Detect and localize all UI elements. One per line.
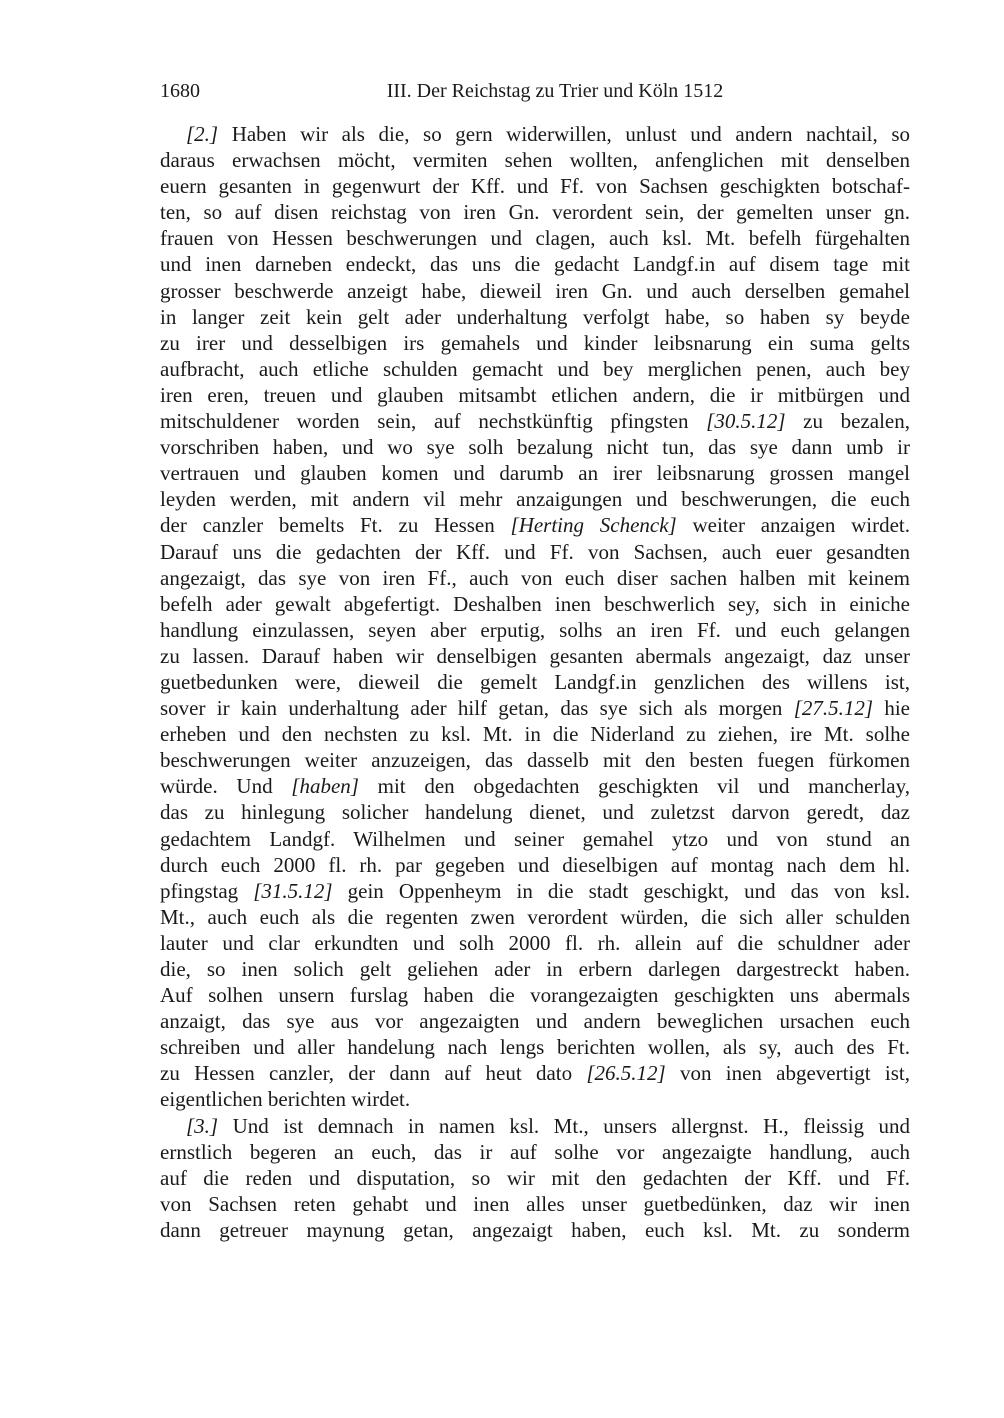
text-segment: zu irer und desselbigen irs gemahels und kinder leibsnarung ein suma gelts xyxy=(160,330,910,355)
text-line xyxy=(160,173,910,199)
text-line xyxy=(160,1139,910,1165)
text-line xyxy=(160,669,910,695)
text-segment: gedachtem Landgf. Wilhelmen und seiner gemahel ytzo und von stund an xyxy=(160,826,910,851)
text-line xyxy=(160,956,910,982)
text-segment: mitschuldener worden sein, auf nechstkünftig pfingsten xyxy=(160,409,707,434)
text-line xyxy=(160,1060,910,1086)
editorial-note: [30.5.12] xyxy=(706,409,786,434)
text-segment: zu Hessen canzler, der dann auf heut dato xyxy=(160,1061,587,1086)
text-segment: hie xyxy=(873,696,910,721)
text-segment: und inen darneben endeckt, das uns die gedacht Landgf.in auf disem tage mit xyxy=(160,252,910,277)
text-line xyxy=(160,1113,910,1139)
text-line xyxy=(160,643,910,669)
text-line xyxy=(160,225,910,251)
text-line xyxy=(160,1034,910,1060)
text-segment: das zu hinlegung solicher handelung dienet, und zuletzst darvon geredt, daz xyxy=(160,800,910,825)
text-segment: auf die reden und disputation, so wir mit den gedachten der Kff. und Ff. xyxy=(160,1165,910,1190)
text-segment: pfingstag xyxy=(160,878,254,903)
text-line xyxy=(160,382,910,408)
text-segment: guetbedunken were, dieweil die gemelt Landgf.in genzlichen des willens ist, xyxy=(160,669,910,694)
text-segment: von inen abgevertigt ist, xyxy=(665,1061,910,1086)
text-line xyxy=(160,304,910,330)
editorial-note: [2.] xyxy=(186,122,219,146)
text-segment: gein Oppenheym in die stadt geschigkt, und das von ksl. xyxy=(332,878,911,903)
running-head xyxy=(160,80,910,108)
text-segment: Auf solhen unsern furslag haben die vorangezaigten geschigkten uns abermals xyxy=(160,983,910,1008)
text-segment: würde. Und xyxy=(160,774,292,799)
text-line xyxy=(160,878,910,904)
text-segment: dann getreuer maynung getan, angezaigt haben, euch ksl. Mt. zu sonderm xyxy=(160,1217,910,1242)
text-segment: euern gesanten in gegenwurt der Kff. und Ff. von Sachsen geschigkten botschaf- xyxy=(160,174,910,199)
text-segment: Und ist demnach in namen ksl. Mt., unsers allergnst. H., fleissig und xyxy=(218,1113,910,1138)
text-line xyxy=(160,251,910,277)
text-line xyxy=(160,356,910,382)
editorial-note: [31.5.12] xyxy=(253,878,333,903)
text-segment: iren eren, treuen und glauben mitsambt etlichen andern, die ir mitbürgen und xyxy=(160,382,910,407)
text-line xyxy=(160,721,910,747)
text-segment: anzaigt, das sye aus vor angezaigten und andern beweglichen ursachen euch xyxy=(160,1009,910,1034)
text-segment: eigentlichen berichten wirdet. xyxy=(160,1087,411,1112)
text-line xyxy=(160,1191,910,1217)
text-segment: erheben und den nechsten zu ksl. Mt. in die Niderland zu ziehen, ire Mt. solhe xyxy=(160,722,910,747)
text-segment: leyden werden, mit andern vil mehr anzaigungen und beschwerungen, die euch xyxy=(160,487,910,512)
text-segment: angezaigt, das sye von iren Ff., auch von euch diser sachen halben mit keinem xyxy=(160,565,910,590)
text-segment: aufbracht, auch etliche schulden gemacht und bey merglichen penen, auch bey xyxy=(160,356,910,381)
text-segment: befelh ader gewalt abgefertigt. Deshalben inen beschwerlich sey, sich in einiche xyxy=(160,591,910,616)
page-number: 1680 xyxy=(160,80,200,102)
text-segment: zu lassen. Darauf haben wir denselbigen gesanten abermals angezaigt, daz unser xyxy=(160,643,910,668)
text-line xyxy=(160,330,910,356)
text-segment: von Sachsen reten gehabt und inen alles unser guetbedünken, daz wir inen xyxy=(160,1191,910,1216)
text-segment: ten, so auf disen reichstag von iren Gn. verordent sein, der gemelten unser gn. xyxy=(160,200,910,225)
text-segment: in langer zeit kein gelt ader underhaltung verfolgt habe, so haben sy beyde xyxy=(160,304,910,329)
text-segment: zu bezalen, xyxy=(785,409,910,434)
text-segment: weiter anzaigen wirdet. xyxy=(676,513,910,538)
editorial-note: [haben] xyxy=(291,774,359,799)
text-segment: ernstlich begeren an euch, das ir auf solhe vor angezaigte handlung, auch xyxy=(160,1139,910,1164)
text-segment: sover ir kain underhaltung ader hilf getan, das sye sich als morgen xyxy=(160,696,794,721)
text-line xyxy=(160,1217,910,1243)
text-line xyxy=(160,565,910,591)
text-line xyxy=(160,147,910,173)
text-line xyxy=(160,408,910,434)
text-line xyxy=(160,199,910,225)
text-line xyxy=(160,617,910,643)
text-segment: schreiben und aller handelung nach lengs berichten wollen, als sy, auch des Ft. xyxy=(160,1035,910,1060)
text-segment: grosser beschwerde anzeigt habe, dieweil iren Gn. und auch derselben gemahel xyxy=(160,278,910,303)
text-line xyxy=(160,799,910,825)
text-line xyxy=(160,773,910,799)
text-segment: beschwerungen weiter anzuzeigen, das dasselb mit den besten fuegen fürkomen xyxy=(160,748,910,773)
text-segment: der canzler bemelts Ft. zu Hessen xyxy=(160,513,511,538)
text-segment: durch euch 2000 fl. rh. par gegeben und dieselbigen auf montag nach dem hl. xyxy=(160,852,910,877)
editorial-note: [26.5.12] xyxy=(586,1061,666,1086)
text-line xyxy=(160,982,910,1008)
editorial-note: [3.] xyxy=(186,1113,219,1138)
text-segment: vorschriben haben, und wo sye solh bezalung nicht tun, das sye dann umb ir xyxy=(160,435,910,460)
text-line xyxy=(160,486,910,512)
text-line xyxy=(160,747,910,773)
text-segment: Darauf uns die gedachten der Kff. und Ff. von Sachsen, auch euer gesandten xyxy=(160,539,910,564)
text-segment: handlung einzulassen, seyen aber erputig, solhs an iren Ff. und euch gelangen xyxy=(160,617,910,642)
text-line xyxy=(160,695,910,721)
text-line xyxy=(160,278,910,304)
text-segment: frauen von Hessen beschwerungen und clagen, auch ksl. Mt. befelh fürgehalten xyxy=(160,226,910,251)
text-segment: Mt., auch euch als die regenten zwen verordent würden, die sich aller schulden xyxy=(160,904,910,929)
editorial-note: [Herting Schenck] xyxy=(510,513,677,538)
text-line xyxy=(160,852,910,878)
text-segment: mit den obgedachten geschigkten vil und mancherlay, xyxy=(358,774,910,799)
text-line xyxy=(160,930,910,956)
text-line xyxy=(160,904,910,930)
text-segment: vertrauen und glauben komen und darumb an irer leibsnarung grossen mangel xyxy=(160,461,910,486)
text-line xyxy=(160,539,910,565)
text-line xyxy=(160,434,910,460)
text-line xyxy=(160,460,910,486)
running-head-title: III. Der Reichstag zu Trier und Köln 1512 xyxy=(386,80,724,102)
text-segment: lauter und clar erkundten und solh 2000 fl. rh. allein auf die schuldner ader xyxy=(160,930,910,955)
text-line xyxy=(160,826,910,852)
text-line xyxy=(160,1008,910,1034)
text-line xyxy=(160,1086,910,1112)
text-segment: die, so inen solich gelt geliehen ader in erbern darlegen dargestreckt haben. xyxy=(160,957,910,981)
text-line xyxy=(160,121,910,147)
editorial-note: [27.5.12] xyxy=(793,696,874,721)
text-line xyxy=(160,1165,910,1191)
body-text xyxy=(160,121,910,1243)
text-line xyxy=(160,591,910,617)
text-segment: daraus erwachsen möcht, vermiten sehen wollten, anfenglichen mit denselben xyxy=(160,148,910,173)
text-line xyxy=(160,512,910,538)
text-segment: Haben wir als die, so gern widerwillen, unlust und andern nachtail, so xyxy=(218,122,910,146)
